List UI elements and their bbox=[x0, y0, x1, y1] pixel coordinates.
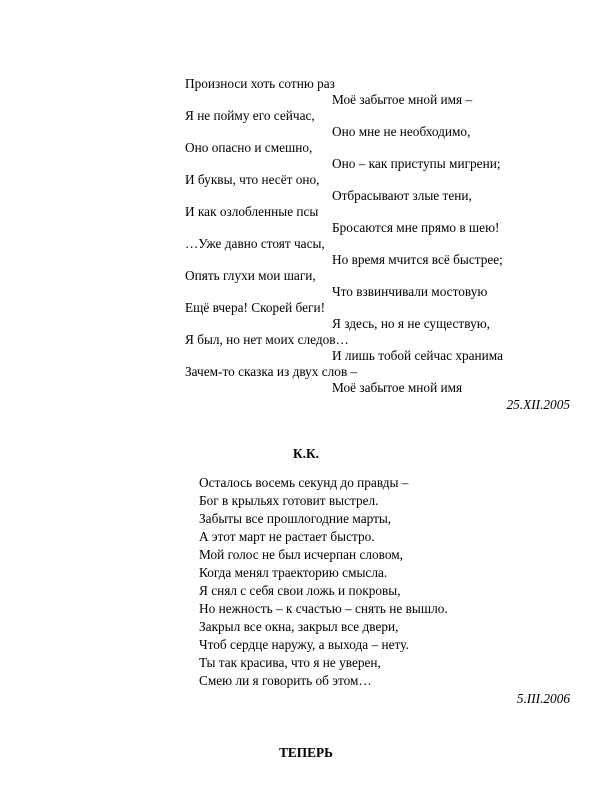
poem-line: Что взвинчивали мостовую bbox=[332, 284, 488, 299]
poem-line: Моё забытое мной имя bbox=[332, 380, 463, 395]
poem-line: Забыты все прошлогодние марты, bbox=[199, 511, 392, 526]
poem-line: Оно – как приступы мигрени; bbox=[332, 156, 501, 171]
poem-line: Опять глухи мои шаги, bbox=[185, 268, 316, 283]
poem-line: Произноси хоть сотню раз bbox=[185, 76, 335, 91]
poem-line: Смею ли я говорить об этом… bbox=[199, 673, 372, 688]
poem-date: 25.XII.2005 bbox=[506, 397, 570, 412]
poem-line: И как озлобленные псы bbox=[185, 204, 319, 219]
poem-line: И лишь тобой сейчас хранима bbox=[332, 348, 503, 363]
poem-line: Я был, но нет моих следов… bbox=[185, 332, 349, 347]
poem-line: Когда менял траекторию смысла. bbox=[199, 565, 388, 580]
poem-line: А этот март не растает быстро. bbox=[199, 529, 375, 544]
poem-line: Бог в крыльях готовит выстрел. bbox=[199, 493, 379, 508]
poem-line: Я не пойму его сейчас, bbox=[185, 108, 315, 123]
poem-date: 5.III.2006 bbox=[516, 691, 570, 706]
poem-title: ТЕПЕРЬ bbox=[279, 745, 333, 760]
poem-line: Моё забытое мной имя – bbox=[332, 92, 473, 107]
poem-line: Ты так красива, что я не уверен, bbox=[199, 655, 381, 670]
poem-line: Мой голос не был исчерпан словом, bbox=[199, 547, 403, 562]
poem-line: Но время мчится всё быстрее; bbox=[332, 252, 503, 267]
poem-title: К.К. bbox=[293, 446, 319, 461]
poem-line: Зачем-то сказка из двух слов – bbox=[185, 364, 358, 379]
poem-line: И буквы, что несёт оно, bbox=[185, 172, 320, 187]
poem-line: Бросаются мне прямо в шею! bbox=[332, 220, 500, 235]
poem-line: Оно опасно и смешно, bbox=[185, 140, 313, 155]
poem-line: …Уже давно стоят часы, bbox=[185, 236, 325, 251]
poem-line: Осталось восемь секунд до правды – bbox=[199, 475, 409, 490]
poem-line: Ещё вчера! Скорей беги! bbox=[185, 300, 326, 315]
poem-line: Но нежность – к счастью – снять не вышло. bbox=[199, 601, 448, 616]
poem-line: Оно мне не необходимо, bbox=[332, 124, 471, 139]
poem-line: Отбрасывают злые тени, bbox=[332, 188, 472, 203]
poem-line: Чтоб сердце наружу, а выхода – нету. bbox=[199, 637, 409, 652]
poem-line: Я снял с себя свои ложь и покровы, bbox=[199, 583, 401, 598]
poem-line: Закрыл все окна, закрыл все двери, bbox=[199, 619, 399, 634]
poem-line: Я здесь, но я не существую, bbox=[332, 316, 490, 331]
